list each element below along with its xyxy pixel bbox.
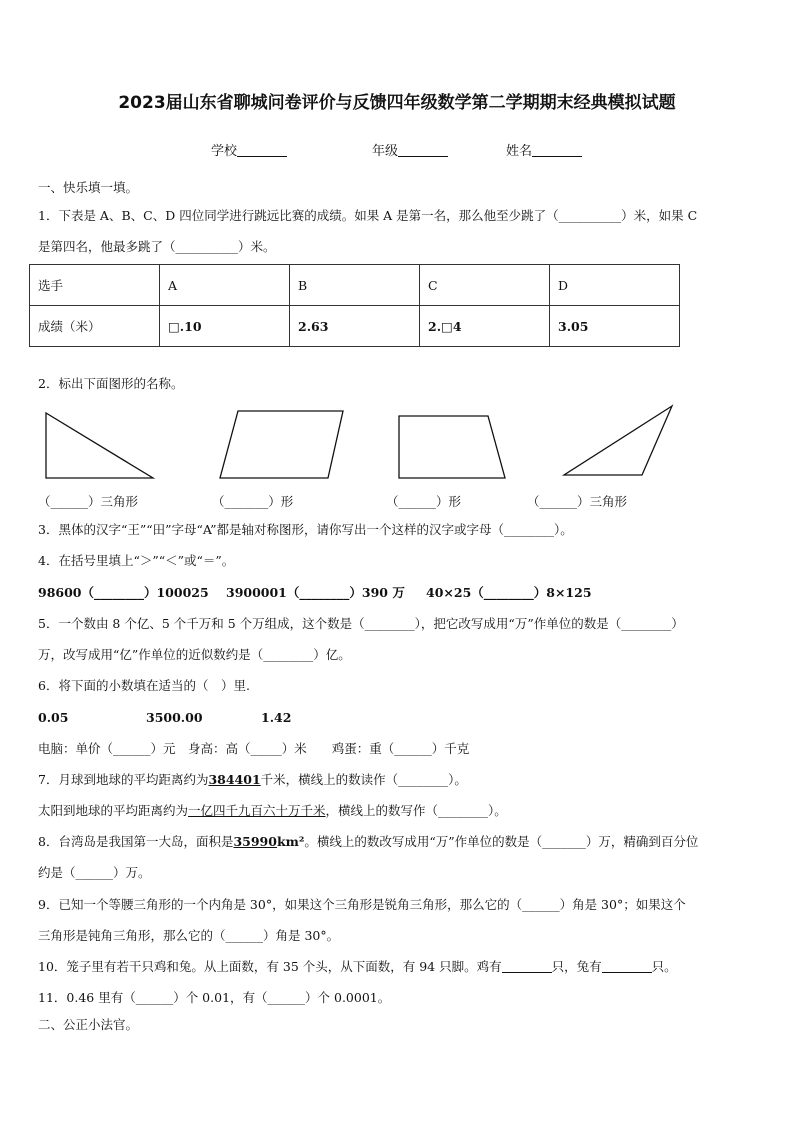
q7-line1 bbox=[38, 772, 467, 788]
q5-line1: 5．一个数由 8 个亿、5 个千万和 5 个万组成，这个数是（________），把它改写成用“万”作单位的数是（________） bbox=[38, 616, 684, 631]
table-row bbox=[30, 306, 680, 347]
shape-label-2: （_______）形 bbox=[212, 494, 294, 509]
q1-line1: 1．下表是 A、B、C、D 四位同学进行跳远比赛的成绩。如果 A 是第一名，那么他至少跳了（__________）米，如果 C bbox=[38, 208, 698, 223]
q5-line2: 万，改写成用“亿”作单位的近似数约是（________）亿。 bbox=[38, 647, 351, 662]
q8-l1unit: km² bbox=[276, 834, 305, 849]
q6-number-3: 1.42 bbox=[261, 710, 292, 725]
name-field bbox=[506, 140, 582, 159]
q6-number-1: 0.05 bbox=[38, 710, 69, 725]
q8-line1 bbox=[38, 834, 698, 850]
q9-line2: 三角形是钝角三角形，那么它的（______）角是 30°。 bbox=[38, 928, 340, 943]
right-triangle-shape bbox=[46, 413, 153, 478]
school-field bbox=[211, 140, 287, 159]
q10-c: 只。 bbox=[651, 959, 677, 974]
table-cell: B bbox=[290, 265, 420, 306]
name-label: 姓名 bbox=[506, 144, 533, 159]
shape-label-4: （______）三角形 bbox=[527, 494, 628, 509]
shape-label-1: （______）三角形 bbox=[38, 494, 139, 509]
q7-l2a: 太阳到地球的平均距离约为 bbox=[38, 803, 189, 818]
shape-label-3: （______）形 bbox=[386, 494, 462, 509]
q8-l1b: 。横线上的数改写成用“万”作单位的数是（_______）万，精确到百分位 bbox=[304, 834, 699, 849]
q4-item-1: 98600（________）100025 bbox=[38, 585, 209, 600]
table-cell: A bbox=[160, 265, 290, 306]
obtuse-triangle-shape bbox=[564, 406, 672, 475]
score-table bbox=[29, 264, 680, 347]
q10-b: 只，兔有 bbox=[551, 959, 602, 974]
q10-blank-rabbit[interactable] bbox=[602, 960, 652, 973]
q7-line2 bbox=[38, 803, 507, 819]
q3-text: 3．黑体的汉字“王”“田”字母“A”都是轴对称图形，请你写出一个这样的汉字或字母（________）。 bbox=[38, 522, 573, 537]
q8-l1a: 8．台湾岛是我国第一大岛，面积是 bbox=[38, 834, 234, 849]
q6-number-2: 3500.00 bbox=[146, 710, 203, 725]
q4-text: 4．在括号里填上“＞”“＜”或“＝”。 bbox=[38, 553, 235, 568]
section-1-heading: 一、快乐填一填。 bbox=[38, 180, 139, 195]
q9-line1: 9．已知一个等腰三角形的一个内角是 30°，如果这个三角形是锐角三角形，那么它的（______）角是 30°；如果这个 bbox=[38, 897, 686, 912]
q2-text: 2．标出下面图形的名称。 bbox=[38, 376, 184, 391]
page-title: 2023届山东省聊城问卷评价与反馈四年级数学第二学期期末经典模拟试题 bbox=[118, 93, 676, 113]
q10-a: 10．笼子里有若干只鸡和兔。从上面数，有 35 个头，从下面数，有 94 只脚。鸡有 bbox=[38, 959, 502, 974]
q10-blank-chicken[interactable] bbox=[502, 960, 552, 973]
table-cell: C bbox=[420, 265, 550, 306]
table-cell: 3.05 bbox=[550, 306, 680, 347]
table-cell: 成绩（米） bbox=[30, 306, 160, 347]
q7-l1u: 384401 bbox=[208, 772, 261, 787]
table-cell: D bbox=[550, 265, 680, 306]
q4-item-2: 3900001（________）390 万 bbox=[226, 585, 405, 600]
table-cell: □.10 bbox=[160, 306, 290, 347]
table-cell: 2.□4 bbox=[420, 306, 550, 347]
grade-blank[interactable] bbox=[398, 143, 448, 157]
q6-text: 6．将下面的小数填在适当的（ ）里. bbox=[38, 678, 250, 693]
trapezoid-shape bbox=[399, 416, 505, 478]
school-blank[interactable] bbox=[237, 143, 287, 157]
table-cell: 选手 bbox=[30, 265, 160, 306]
q7-l2b: ，横线上的数写作（________）。 bbox=[325, 803, 507, 818]
table-cell: 2.63 bbox=[290, 306, 420, 347]
grade-field bbox=[372, 140, 448, 159]
parallelogram-shape bbox=[220, 411, 343, 478]
q10-text bbox=[38, 959, 677, 975]
grade-label: 年级 bbox=[372, 144, 399, 159]
q6-line: 电脑：单价（______）元 身高：高（_____）米 鸡蛋：重（______）千克 bbox=[38, 741, 470, 756]
name-blank[interactable] bbox=[532, 143, 582, 157]
q8-line2: 约是（______）万。 bbox=[38, 865, 151, 880]
school-label: 学校 bbox=[211, 144, 238, 159]
section-2-heading: 二、公正小法官。 bbox=[38, 1017, 139, 1032]
q7-l2u: 一亿四千九百六十万千米 bbox=[188, 803, 326, 818]
q11-text: 11．0.46 里有（______）个 0.01，有（______）个 0.0001。 bbox=[38, 990, 391, 1005]
q7-l1a: 7．月球到地球的平均距离约为 bbox=[38, 772, 209, 787]
q1-line2: 是第四名，他最多跳了（__________）米。 bbox=[38, 239, 276, 254]
q4-item-3: 40×25（________）8×125 bbox=[426, 585, 592, 600]
table-row bbox=[30, 265, 680, 306]
q2-shapes bbox=[0, 400, 794, 490]
q8-l1u: 35990 bbox=[233, 834, 277, 849]
q7-l1b: 千米，横线上的数读作（________）。 bbox=[260, 772, 467, 787]
